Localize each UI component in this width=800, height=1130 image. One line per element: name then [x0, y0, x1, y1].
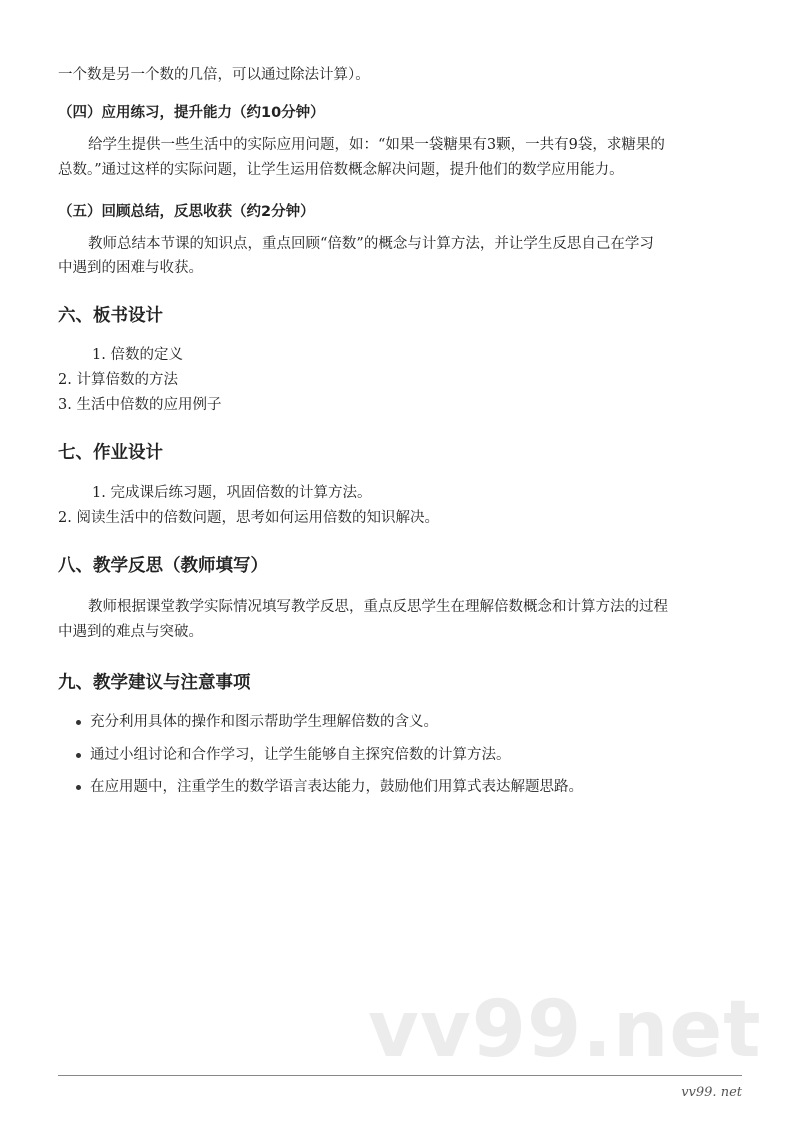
- paragraph-line: 给学生提供一些生活中的实际应用问题，如：“如果一袋糖果有3颗，一共有9袋，求糖果的: [88, 137, 665, 153]
- paragraph-line: 中遇到的困难与收获。: [58, 260, 203, 276]
- bullet-text: 通过小组讨论和合作学习，让学生能够自主探究倍数的计算方法。: [90, 747, 511, 763]
- footer-divider: [58, 1075, 742, 1076]
- footer-text: vv99. net: [681, 1085, 742, 1100]
- section-heading: 八、教学反思（教师填写）: [58, 556, 268, 576]
- bullet-icon: [76, 720, 81, 725]
- list-item: 2. 阅读生活中的倍数问题，思考如何运用倍数的知识解决。: [58, 510, 439, 526]
- section-heading: 六、板书设计: [58, 306, 163, 326]
- subsection-title: （五）回顾总结，反思收获（约2分钟）: [58, 204, 315, 220]
- bullet-icon: [76, 785, 81, 790]
- bullet-item: [76, 712, 438, 732]
- paragraph-line: 教师总结本节课的知识点，重点回顾“倍数”的概念与计算方法，并让学生反思自己在学习: [88, 236, 654, 252]
- bullet-text: 充分利用具体的操作和图示帮助学生理解倍数的含义。: [90, 714, 438, 730]
- section-heading: 七、作业设计: [58, 443, 163, 463]
- bullet-item: [76, 777, 583, 797]
- paragraph-line: 教师根据课堂教学实际情况填写教学反思，重点反思学生在理解倍数概念和计算方法的过程: [88, 599, 668, 615]
- section-heading: 九、教学建议与注意事项: [58, 673, 251, 693]
- list-item: 1. 倍数的定义: [92, 347, 183, 363]
- bullet-item: [76, 745, 511, 765]
- paragraph-line: 中遇到的难点与突破。: [58, 624, 203, 640]
- paragraph: 一个数是另一个数的几倍，可以通过除法计算）。: [58, 67, 370, 83]
- list-item: 3. 生活中倍数的应用例子: [58, 397, 222, 413]
- paragraph-line: 总数。”通过这样的实际问题，让学生运用倍数概念解决问题，提升他们的数学应用能力。: [58, 162, 624, 178]
- watermark: vv99.net: [368, 985, 762, 1075]
- list-item: 2. 计算倍数的方法: [58, 372, 178, 388]
- list-item: 1. 完成课后练习题，巩固倍数的计算方法。: [92, 485, 372, 501]
- bullet-text: 在应用题中，注重学生的数学语言表达能力，鼓励他们用算式表达解题思路。: [90, 779, 583, 795]
- subsection-title: （四）应用练习，提升能力（约10分钟）: [58, 105, 325, 121]
- bullet-icon: [76, 753, 81, 758]
